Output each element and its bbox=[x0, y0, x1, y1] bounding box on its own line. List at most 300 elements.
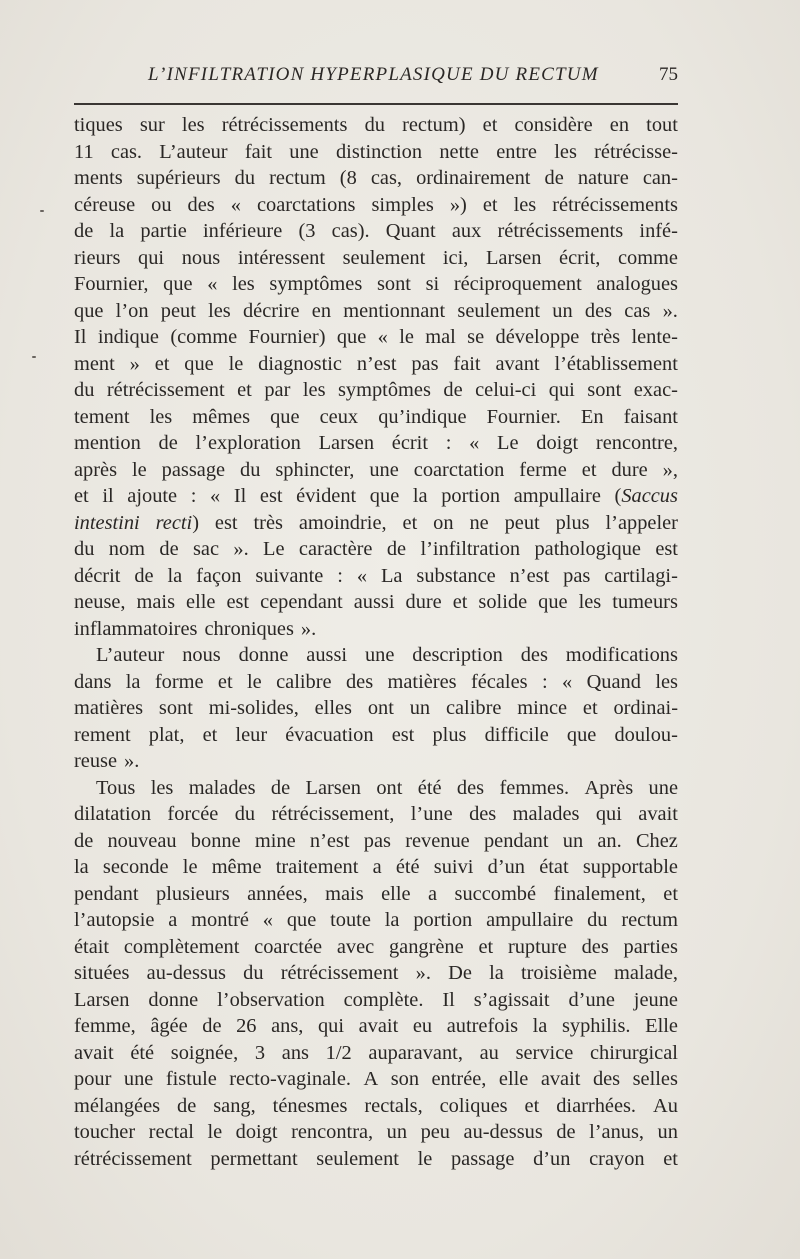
word: l’observation bbox=[217, 988, 325, 1011]
word: des bbox=[584, 299, 613, 322]
word: complète. bbox=[343, 988, 424, 1011]
word: se bbox=[467, 326, 485, 348]
word: avait bbox=[358, 1015, 399, 1037]
word: rectal bbox=[148, 1121, 194, 1143]
word: distinction bbox=[335, 140, 423, 163]
word: rectum bbox=[269, 167, 326, 189]
text-line bbox=[74, 1146, 678, 1173]
word: ans, bbox=[271, 1015, 304, 1037]
word: : bbox=[337, 564, 343, 587]
word: ceux bbox=[319, 405, 359, 428]
word: malade, bbox=[614, 962, 678, 984]
word: les bbox=[513, 193, 537, 216]
word: nouveau bbox=[107, 829, 177, 852]
word: l’on bbox=[115, 299, 149, 322]
word: évacuation bbox=[285, 723, 374, 746]
word: état bbox=[539, 856, 569, 878]
word: d’une bbox=[568, 988, 615, 1011]
word: femmes. bbox=[499, 776, 570, 799]
word: l’exploration bbox=[195, 432, 301, 454]
word: : bbox=[541, 670, 548, 693]
word: ajoute bbox=[127, 485, 178, 507]
word: (comme bbox=[170, 326, 238, 348]
word: entre bbox=[496, 140, 537, 163]
word: et bbox=[217, 670, 233, 693]
word: Chez bbox=[635, 829, 678, 852]
word: peut bbox=[160, 299, 196, 322]
word: chirurgical bbox=[590, 1041, 678, 1064]
word: de bbox=[158, 432, 178, 454]
word: évident bbox=[296, 485, 357, 507]
word: et bbox=[524, 1094, 540, 1117]
word: est bbox=[655, 538, 678, 560]
word: fait bbox=[244, 140, 273, 163]
word: femme, bbox=[74, 1015, 136, 1037]
word: décrire bbox=[242, 299, 300, 322]
word: suivante bbox=[255, 564, 324, 587]
word: peu bbox=[420, 1121, 451, 1143]
word: la bbox=[532, 1015, 548, 1037]
word: infé- bbox=[639, 220, 678, 242]
word: un bbox=[409, 697, 431, 719]
word: doulou- bbox=[614, 723, 678, 746]
word: traitement bbox=[275, 856, 359, 878]
word: malades bbox=[188, 776, 256, 799]
word: cas bbox=[624, 299, 651, 322]
word: cependant bbox=[260, 591, 343, 613]
word: mais bbox=[136, 591, 176, 613]
text-line bbox=[74, 642, 678, 669]
word: plus bbox=[432, 723, 467, 746]
word: auparavant, bbox=[368, 1041, 463, 1064]
word: Fournier) bbox=[248, 326, 326, 348]
word: passage bbox=[450, 1147, 515, 1170]
word: ne bbox=[469, 511, 489, 534]
word: sont bbox=[587, 379, 622, 401]
word: était bbox=[74, 935, 110, 958]
word: diarrhées. bbox=[556, 1094, 637, 1117]
text-line bbox=[74, 245, 678, 272]
word: de bbox=[177, 1094, 197, 1117]
word: qui bbox=[317, 1015, 345, 1037]
word: aussi bbox=[306, 644, 348, 666]
word: partie bbox=[140, 220, 187, 242]
word: coliques bbox=[439, 1094, 508, 1117]
word: rupture bbox=[507, 935, 567, 958]
word: ténesmes bbox=[272, 1094, 348, 1117]
word: d’un bbox=[533, 1147, 571, 1170]
word: qui bbox=[548, 379, 575, 401]
word: nous bbox=[182, 644, 221, 666]
word: décrit bbox=[74, 564, 121, 587]
word: que bbox=[184, 352, 214, 375]
word: intestini bbox=[74, 511, 140, 534]
word: cartilagi- bbox=[604, 564, 678, 587]
word: « bbox=[561, 670, 573, 693]
word: sont bbox=[158, 697, 193, 719]
word: aussi bbox=[353, 591, 395, 613]
text-line bbox=[74, 165, 678, 192]
word: que bbox=[286, 909, 317, 931]
word: recti) bbox=[155, 511, 200, 534]
word: rétrécissement bbox=[280, 962, 399, 984]
word: situées bbox=[74, 962, 130, 984]
word: symptômes bbox=[269, 273, 363, 295]
text-line bbox=[74, 563, 678, 590]
word: an. bbox=[597, 829, 622, 852]
text-line bbox=[74, 510, 678, 537]
word: sac bbox=[192, 538, 220, 560]
word: de bbox=[556, 1121, 576, 1143]
word: ont bbox=[376, 776, 403, 799]
word: description bbox=[412, 644, 503, 666]
word: une bbox=[369, 458, 399, 481]
word: Le bbox=[497, 432, 519, 454]
word: Larsen bbox=[305, 776, 361, 799]
word: eu bbox=[412, 1015, 433, 1037]
word: service bbox=[515, 1041, 574, 1064]
word: très bbox=[590, 326, 621, 348]
word: les bbox=[655, 670, 678, 693]
word: seulement bbox=[316, 1147, 399, 1170]
word: nous bbox=[181, 246, 221, 269]
word: troisième bbox=[520, 962, 597, 984]
word: « bbox=[469, 432, 480, 454]
word: difficile bbox=[484, 723, 549, 746]
word: pour bbox=[74, 1068, 112, 1090]
word: coarctation bbox=[413, 458, 505, 481]
word: son bbox=[390, 1068, 420, 1090]
word: donne bbox=[148, 988, 199, 1011]
word: « bbox=[356, 564, 368, 587]
word: considère bbox=[514, 114, 593, 136]
word: ou bbox=[151, 193, 172, 216]
word: n’est bbox=[509, 564, 550, 587]
word: rencontra, bbox=[291, 1121, 374, 1143]
word: que bbox=[270, 405, 300, 428]
text-line bbox=[74, 960, 678, 987]
word: en bbox=[609, 114, 630, 136]
word: de bbox=[134, 564, 154, 587]
word: rectum bbox=[621, 909, 678, 931]
word: Larsen bbox=[74, 988, 130, 1011]
word: soignée, bbox=[170, 1041, 239, 1064]
word: leur bbox=[235, 723, 268, 746]
word: la bbox=[412, 485, 428, 507]
word: même bbox=[211, 856, 262, 878]
word: complètement bbox=[123, 935, 240, 958]
text-line bbox=[74, 1066, 678, 1093]
word: suivi bbox=[433, 856, 474, 878]
word: des bbox=[592, 1068, 621, 1090]
word: fistule bbox=[165, 1068, 217, 1090]
word: finalement, bbox=[553, 882, 646, 905]
word: tiques bbox=[74, 114, 123, 136]
word: une bbox=[648, 776, 678, 799]
word: (8 bbox=[339, 167, 357, 189]
word: qui bbox=[138, 246, 165, 269]
word: l’une bbox=[410, 803, 453, 825]
word: rétrécissement bbox=[106, 379, 225, 401]
word: permettant bbox=[210, 1147, 298, 1170]
word: les bbox=[578, 591, 602, 613]
word: sang, bbox=[213, 1094, 256, 1117]
word: et bbox=[482, 114, 498, 136]
text-line bbox=[74, 854, 678, 881]
word: forcée bbox=[167, 803, 219, 825]
word: syphilis. bbox=[561, 1015, 631, 1037]
word: montré bbox=[191, 909, 249, 931]
page-header bbox=[74, 62, 678, 94]
word: mêmes bbox=[192, 405, 251, 428]
text-line bbox=[74, 112, 678, 139]
word: substance bbox=[416, 564, 496, 587]
word: de bbox=[270, 776, 291, 799]
word: du bbox=[234, 803, 256, 825]
word: que bbox=[369, 485, 400, 507]
word: 3 bbox=[254, 1041, 266, 1064]
word: de bbox=[74, 220, 94, 242]
text-line bbox=[74, 271, 678, 298]
word: un bbox=[657, 1121, 678, 1143]
word: l’appeler bbox=[605, 511, 678, 534]
word: modifications bbox=[565, 644, 678, 666]
word: une bbox=[289, 140, 319, 163]
word: Larsen bbox=[318, 432, 375, 454]
word: chroniques bbox=[204, 617, 294, 640]
word: passage bbox=[161, 458, 226, 481]
word: au bbox=[479, 1041, 499, 1064]
word: pendant bbox=[483, 829, 549, 852]
word: la bbox=[109, 220, 125, 242]
word: la bbox=[489, 962, 504, 984]
word: indique bbox=[97, 326, 159, 348]
word: pendant bbox=[74, 882, 139, 905]
page-number: 75 bbox=[659, 64, 678, 85]
word: can- bbox=[642, 167, 678, 189]
word: ment bbox=[74, 352, 115, 375]
word: cas). bbox=[331, 220, 370, 242]
word: sphincter, bbox=[275, 458, 355, 481]
word: Fournier. bbox=[486, 405, 561, 428]
word: par bbox=[264, 379, 291, 401]
word: rétrécissements bbox=[497, 220, 624, 242]
word: et bbox=[452, 591, 468, 613]
word: rectum) bbox=[402, 114, 466, 136]
word: cas. bbox=[110, 140, 143, 163]
text-line bbox=[74, 351, 678, 378]
word: ferme bbox=[519, 458, 567, 481]
word: elle bbox=[186, 591, 216, 613]
text-line bbox=[74, 881, 678, 908]
word: avait bbox=[540, 1068, 581, 1090]
text-line bbox=[74, 1093, 678, 1120]
word: écrit bbox=[391, 432, 428, 454]
word: le bbox=[207, 1121, 223, 1143]
word: De bbox=[448, 962, 472, 984]
word: l’établissement bbox=[554, 352, 678, 375]
word: développe bbox=[495, 326, 580, 348]
word: Après bbox=[584, 776, 634, 799]
word: symptômes bbox=[338, 379, 431, 401]
word: des bbox=[345, 670, 374, 693]
text-line bbox=[74, 218, 678, 245]
word: jeune bbox=[633, 988, 678, 1011]
word: et bbox=[482, 193, 498, 216]
word: été bbox=[417, 776, 442, 799]
word: façon bbox=[196, 564, 242, 587]
word: portion bbox=[441, 485, 501, 507]
word: le bbox=[182, 856, 198, 878]
word: au-dessus bbox=[146, 962, 226, 984]
word: mention bbox=[74, 432, 141, 454]
word: a bbox=[428, 882, 438, 905]
word: une bbox=[364, 644, 395, 666]
word: mince bbox=[517, 697, 568, 719]
text-line bbox=[74, 589, 678, 616]
word: Quant bbox=[385, 220, 436, 242]
word: et bbox=[74, 485, 89, 507]
word: les bbox=[150, 776, 174, 799]
word: a bbox=[168, 909, 178, 931]
word: très bbox=[253, 511, 283, 534]
word: du bbox=[234, 167, 256, 189]
word: le bbox=[247, 670, 262, 693]
paper-speck bbox=[40, 210, 44, 212]
word: rétrécissement, bbox=[271, 803, 395, 825]
word: des bbox=[581, 935, 609, 958]
word: le bbox=[417, 1147, 433, 1170]
word: et bbox=[478, 935, 494, 958]
word: gangrène bbox=[388, 935, 464, 958]
word: du bbox=[74, 538, 95, 560]
word: Le bbox=[263, 538, 285, 560]
word: toucher bbox=[74, 1121, 136, 1143]
word: la bbox=[384, 909, 400, 931]
word: si bbox=[425, 273, 440, 295]
word: Elle bbox=[645, 1015, 678, 1037]
word: que bbox=[336, 326, 367, 348]
word: crayon bbox=[589, 1147, 645, 1170]
word: coarctée bbox=[254, 935, 323, 958]
word: que bbox=[538, 591, 568, 613]
word: diagnostic bbox=[258, 352, 342, 375]
word: rement bbox=[74, 723, 131, 746]
text-line bbox=[74, 801, 678, 828]
word: il bbox=[102, 485, 114, 507]
word: un bbox=[386, 1121, 408, 1143]
word: fécales bbox=[470, 670, 528, 693]
word: malades bbox=[512, 803, 580, 825]
text-line bbox=[74, 828, 678, 855]
word: les bbox=[208, 299, 231, 322]
text-line bbox=[74, 324, 678, 351]
word: ». bbox=[662, 299, 678, 322]
word: parties bbox=[623, 935, 678, 958]
word: nette bbox=[439, 140, 479, 163]
word: de bbox=[202, 1015, 222, 1037]
word: elle bbox=[381, 882, 411, 905]
word: Larsen bbox=[485, 246, 542, 269]
word: années, bbox=[247, 882, 308, 905]
word: et bbox=[582, 697, 598, 719]
word: tout bbox=[646, 114, 678, 136]
word: peut bbox=[504, 511, 540, 534]
word: des bbox=[456, 776, 485, 799]
word: est bbox=[226, 591, 250, 613]
word: inférieure bbox=[203, 220, 283, 242]
word: la bbox=[74, 856, 89, 878]
word: la bbox=[125, 670, 141, 693]
word: que bbox=[566, 723, 597, 746]
word: rieurs bbox=[74, 246, 121, 269]
word: dure bbox=[405, 591, 442, 613]
word: rencontre, bbox=[595, 432, 678, 454]
word: plusieurs bbox=[156, 882, 230, 905]
word: doigt bbox=[536, 432, 579, 454]
word: on bbox=[433, 511, 454, 534]
word: supérieurs bbox=[136, 167, 221, 189]
word: ») bbox=[449, 193, 467, 216]
word: inflammatoires bbox=[74, 617, 198, 640]
word: doigt bbox=[235, 1121, 278, 1143]
text-line bbox=[74, 457, 678, 484]
word: fait bbox=[453, 352, 481, 375]
word: rétrécissement bbox=[74, 1147, 192, 1170]
word: écrit, bbox=[559, 246, 601, 269]
word: faisant bbox=[623, 405, 678, 428]
word: ». bbox=[300, 617, 317, 640]
word: calibre bbox=[276, 670, 332, 693]
word: de bbox=[159, 538, 179, 560]
word: celui-ci bbox=[475, 379, 537, 401]
word: amoindrie, bbox=[298, 511, 387, 534]
word: aux bbox=[451, 220, 482, 242]
word: calibre bbox=[445, 697, 502, 719]
word: 26 bbox=[236, 1015, 257, 1037]
word: avant bbox=[495, 352, 540, 375]
word: selles bbox=[632, 1068, 678, 1090]
word: une bbox=[123, 1068, 154, 1090]
word: mi-solides, bbox=[208, 697, 299, 719]
text-line bbox=[74, 775, 678, 802]
word: est bbox=[259, 485, 283, 507]
word: seulement bbox=[342, 246, 426, 269]
word: le bbox=[228, 352, 244, 375]
word: des bbox=[187, 193, 215, 216]
word: rétrécissements bbox=[221, 114, 348, 136]
word: le bbox=[399, 326, 414, 348]
word: ». bbox=[233, 538, 249, 560]
word: neuse, bbox=[74, 591, 126, 613]
word: seconde bbox=[102, 856, 169, 878]
word: les bbox=[554, 140, 577, 163]
word: ». bbox=[415, 962, 431, 984]
word: plus bbox=[555, 511, 590, 534]
word: caractère bbox=[298, 538, 373, 560]
word: de bbox=[386, 538, 407, 560]
word: rectals, bbox=[364, 1094, 423, 1117]
word: exac- bbox=[633, 379, 678, 401]
word: Quand bbox=[586, 670, 641, 693]
word: avait bbox=[638, 803, 678, 825]
word: a bbox=[372, 856, 382, 878]
word: revenue bbox=[405, 829, 470, 852]
word: donne bbox=[238, 644, 289, 666]
text-line bbox=[74, 536, 678, 563]
word: de bbox=[544, 167, 564, 189]
word: âgée bbox=[150, 1015, 188, 1037]
